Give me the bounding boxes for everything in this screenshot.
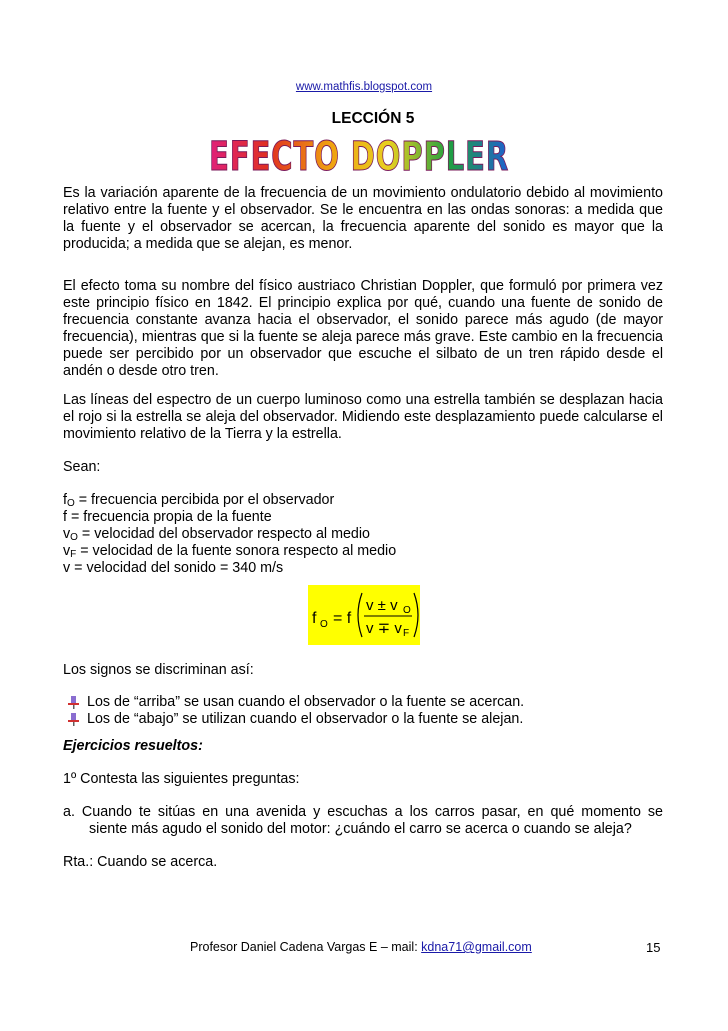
footer-email-link[interactable]: kdna71@gmail.com <box>421 940 532 954</box>
wordart-title <box>204 128 514 178</box>
thumbtack-bullet-icon <box>66 695 80 709</box>
thumbtack-bullet-icon <box>66 712 80 726</box>
doppler-formula <box>308 585 420 645</box>
svg-text:O: O <box>403 605 411 616</box>
footer-author: Profesor Daniel Cadena Vargas E – mail: kdna71@gmail.com <box>190 940 532 954</box>
svg-text:= f: = f <box>333 610 352 627</box>
exercises-heading: Ejercicios resueltos: <box>63 738 203 754</box>
svg-text:EFECTO DOPPLER: EFECTO DOPPLER <box>209 134 509 180</box>
lesson-title: LECCIÓN 5 <box>331 110 415 127</box>
paragraph-definition: Es la variación aparente de la frecuencia de un movimiento ondulatorio debido al movimiento relativo entre la fuente y el observador. Se le encuentra en las ondas sonoras: a medida que la fuente y el observador se acercan, la frecuencia aparente del sonido es mayor que la producida; a medida que se alejan, es menor. <box>63 185 663 252</box>
definition-item: v = velocidad del sonido = 340 m/s <box>63 560 284 576</box>
svg-text:O: O <box>320 619 328 630</box>
exercise-item-a <box>63 804 663 838</box>
exercise-item-a-line2: siente más agudo el sonido del motor: ¿cuándo el carro se acerca o cuando se aleja? <box>89 821 632 837</box>
svg-text:F: F <box>403 628 410 639</box>
exercise-question-1: 1º Contesta las siguientes preguntas: <box>63 771 300 787</box>
definitions-list <box>63 492 663 577</box>
definition-item: $f_O$ = frecuencia percibida por el observador <box>63 492 335 509</box>
definition-item: $v_F$ = velocidad de la fuente sonora respecto al medio <box>63 543 397 560</box>
exercise-item-a-line1: a. Cuando te sitúas en una avenida y escuchas a los carros pasar, en qué momento se <box>63 804 663 820</box>
svg-text:v ± v: v ± v <box>366 597 398 614</box>
list-item: Los de “arriba” se usan cuando el observador o la fuente se acercan. <box>66 693 524 710</box>
svg-text:f: f <box>312 610 317 627</box>
header-url-link[interactable]: www.mathfis.blogspot.com <box>295 81 433 93</box>
definition-item: $v_O$ = velocidad del observador respecto al medio <box>63 526 371 543</box>
exercise-answer: Rta.: Cuando se acerca. <box>63 854 218 870</box>
definition-item: f = frecuencia propia de la fuente <box>63 509 272 525</box>
signs-bullet-list <box>66 693 524 727</box>
svg-text:v ∓ v: v ∓ v <box>366 620 402 637</box>
list-item: Los de “abajo” se utilizan cuando el observador o la fuente se alejan. <box>66 710 524 727</box>
paragraph-spectrum: Las líneas del espectro de un cuerpo luminoso como una estrella también se desplazan hacia el rojo si la estrella se aleja del observador. Midiendo este desplazamiento puede calcularse el movimiento relativo de la Tierra y la estrella. <box>63 392 663 442</box>
paragraph-history: El efecto toma su nombre del físico austriaco Christian Doppler, que formuló por primera vez este principio físico en 1842. El principio explica por qué, cuando una fuente de sonido de frecuencia constante avanza hacia el observador, el sonido parece más agudo (de mayor frecuencia), mientras que si la fuente se aleja parece más grave. Este cambio en la frecuencia puede ser percibido por un observador que escuche el silbato de un tren rápido desde el andén o desde otro tren. <box>63 278 663 379</box>
page-number: 15 <box>646 940 661 955</box>
paragraph-signs: Los signos se discriminan así: <box>63 662 254 678</box>
paragraph-sean: Sean: <box>63 459 101 475</box>
